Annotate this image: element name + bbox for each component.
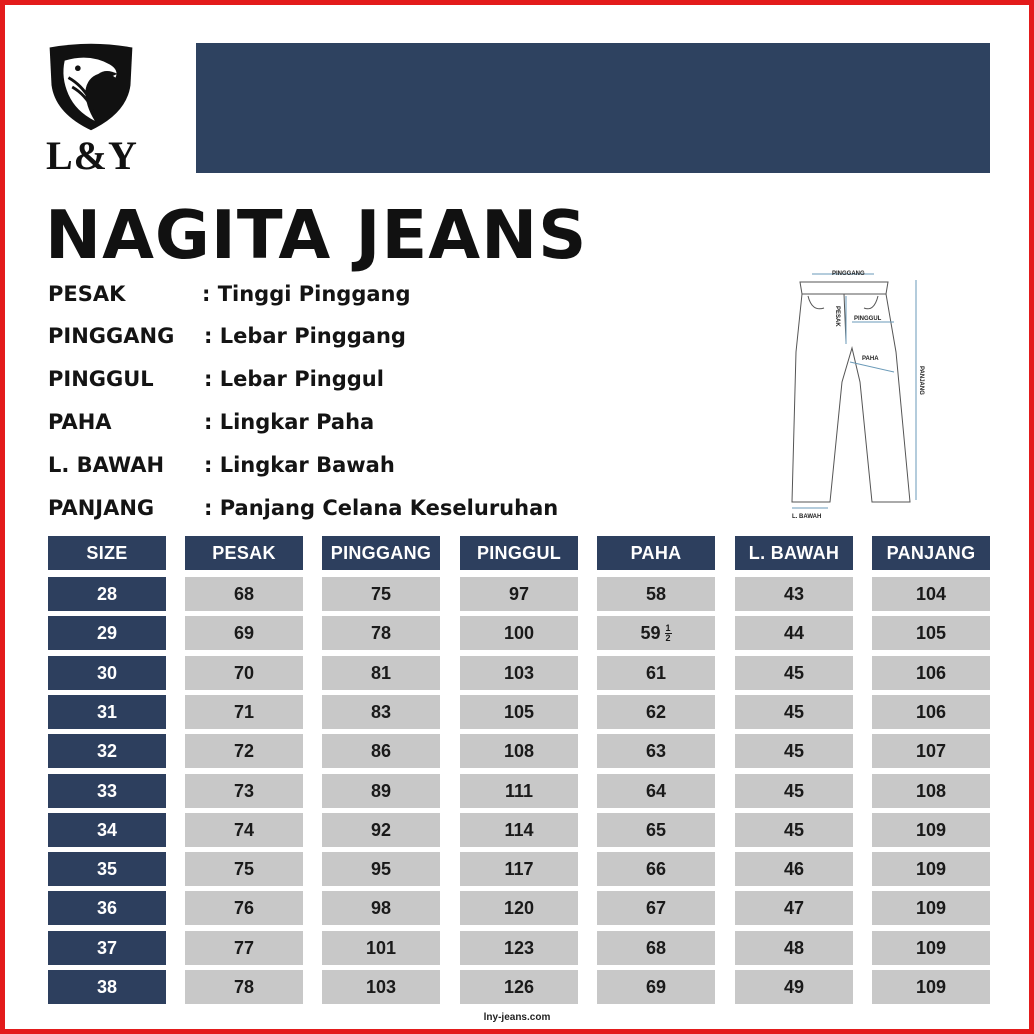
size-cell <box>48 616 166 650</box>
cell-value: 35 <box>96 858 118 879</box>
l-bawah-cell <box>735 813 853 847</box>
cell-value: 45 <box>783 662 805 683</box>
panjang-cell <box>872 656 990 690</box>
l-bawah-cell <box>735 616 853 650</box>
cell-value: 37 <box>96 937 118 958</box>
paha-cell <box>597 852 715 886</box>
legend-value: : Lebar Pinggang <box>204 324 406 348</box>
cell-value: 58 <box>645 583 667 604</box>
jeans-measurement-diagram <box>770 262 940 524</box>
size-cell <box>48 852 166 886</box>
cell-value: 62 <box>645 701 667 722</box>
paha-cell <box>597 734 715 768</box>
pinggul-cell <box>460 577 578 611</box>
panjang-cell <box>872 774 990 808</box>
l-bawah-cell <box>735 891 853 925</box>
pesak-cell <box>185 577 303 611</box>
cell-value: 109 <box>915 937 947 958</box>
cell-value: 44 <box>783 622 805 643</box>
pesak-cell <box>185 970 303 1004</box>
pinggang-cell <box>322 852 440 886</box>
diagram-label-panjang: PANJANG <box>918 366 924 395</box>
header-pesak: PESAK <box>185 536 303 570</box>
panjang-cell <box>872 734 990 768</box>
diagram-label-paha: PAHA <box>862 356 879 362</box>
pinggul-cell <box>460 813 578 847</box>
cell-value: 109 <box>915 858 947 879</box>
paha-cell <box>597 813 715 847</box>
cell-value: 105 <box>915 622 947 643</box>
pesak-cell <box>185 891 303 925</box>
cell-value: 106 <box>915 662 947 683</box>
l-bawah-cell <box>735 695 853 729</box>
legend-value: : Lingkar Paha <box>204 410 375 434</box>
cell-value: 31 <box>96 701 118 722</box>
cell-value: 95 <box>370 858 392 879</box>
cell-value: 47 <box>783 897 805 918</box>
pesak-cell <box>185 852 303 886</box>
pesak-cell <box>185 656 303 690</box>
legend-value: : Panjang Celana Keseluruhan <box>204 496 559 520</box>
legend-value: : Tinggi Pinggang <box>202 282 411 306</box>
cell-value: 61 <box>645 662 667 683</box>
diagram-label-pinggul: PINGGUL <box>854 316 882 322</box>
cell-value: 45 <box>783 701 805 722</box>
cell-value: 109 <box>915 976 947 997</box>
cell-value: 97 <box>508 583 530 604</box>
header-size: SIZE <box>48 536 166 570</box>
cell-value: 45 <box>783 740 805 761</box>
paha-cell <box>597 695 715 729</box>
header-pinggul: PINGGUL <box>460 536 578 570</box>
cell-value: 111 <box>504 780 534 801</box>
pesak-cell <box>185 931 303 965</box>
size-cell <box>48 774 166 808</box>
header-paha: PAHA <box>597 536 715 570</box>
cell-value: 105 <box>503 701 535 722</box>
cell-value: 67 <box>645 897 667 918</box>
cell-value: 59 <box>640 622 661 643</box>
cell-value: 114 <box>504 819 534 840</box>
size-cell <box>48 695 166 729</box>
size-cell <box>48 656 166 690</box>
half-fraction <box>665 624 672 643</box>
cell-value: 89 <box>370 780 392 801</box>
paha-cell <box>597 931 715 965</box>
cell-value: 101 <box>365 937 397 958</box>
diagram-label-pesak: PESAK <box>834 306 840 327</box>
size-cell <box>48 577 166 611</box>
pinggang-cell <box>322 577 440 611</box>
pinggul-cell <box>460 852 578 886</box>
legend-value: : Lebar Pinggul <box>204 367 384 391</box>
paha-cell <box>597 970 715 1004</box>
pinggang-cell <box>322 813 440 847</box>
cell-value: 86 <box>370 740 392 761</box>
brand-logo <box>44 40 144 180</box>
size-cell <box>48 813 166 847</box>
panjang-cell <box>872 695 990 729</box>
cell-value: 36 <box>96 897 118 918</box>
header-banner <box>196 43 990 173</box>
brand-name: L&Y <box>46 133 138 178</box>
pinggul-cell <box>460 774 578 808</box>
cell-value: 71 <box>233 701 255 722</box>
cell-value: 69 <box>233 622 255 643</box>
cell-value: 92 <box>370 819 392 840</box>
cell-value: 109 <box>915 819 947 840</box>
cell-value: 98 <box>370 897 392 918</box>
size-cell <box>48 931 166 965</box>
cell-value: 104 <box>915 583 947 604</box>
pinggang-cell <box>322 891 440 925</box>
cell-value: 75 <box>370 583 392 604</box>
header-panjang: PANJANG <box>872 536 990 570</box>
paha-cell <box>597 891 715 925</box>
cell-value: 103 <box>365 976 397 997</box>
pesak-cell <box>185 813 303 847</box>
footer-website: lny-jeans.com <box>483 1012 551 1023</box>
pinggang-cell <box>322 774 440 808</box>
cell-value: 123 <box>503 937 535 958</box>
pinggul-cell <box>460 891 578 925</box>
l-bawah-cell <box>735 852 853 886</box>
cell-value: 49 <box>783 976 805 997</box>
pinggul-cell <box>460 931 578 965</box>
pinggul-cell <box>460 616 578 650</box>
cell-value: 32 <box>96 740 118 761</box>
legend-key: PESAK <box>48 282 126 306</box>
cell-value: 48 <box>783 937 805 958</box>
l-bawah-cell <box>735 734 853 768</box>
size-cell <box>48 970 166 1004</box>
eagle-shield-icon <box>44 40 138 134</box>
paha-cell <box>597 577 715 611</box>
cell-value: 106 <box>915 701 947 722</box>
cell-value: 100 <box>503 622 535 643</box>
cell-value: 34 <box>96 819 118 840</box>
cell-value: 38 <box>96 976 118 997</box>
fraction-numerator: 1 <box>665 622 671 633</box>
page-title: NAGITA JEANS <box>45 196 588 274</box>
diagram-label-bawah: L. BAWAH <box>792 514 822 520</box>
panjang-cell <box>872 852 990 886</box>
cell-value: 120 <box>503 897 535 918</box>
diagram-label-pinggang: PINGGANG <box>832 271 865 277</box>
cell-value: 43 <box>783 583 805 604</box>
cell-value: 108 <box>503 740 535 761</box>
panjang-cell <box>872 577 990 611</box>
legend-key: PAHA <box>48 410 112 434</box>
cell-value: 75 <box>233 858 255 879</box>
header-pinggang: PINGGANG <box>322 536 440 570</box>
cell-value: 46 <box>783 858 805 879</box>
jeans-measurement-icon <box>770 262 940 524</box>
panjang-cell <box>872 616 990 650</box>
cell-value: 103 <box>503 662 535 683</box>
pinggang-cell <box>322 734 440 768</box>
pinggang-cell <box>322 656 440 690</box>
pinggang-cell <box>322 970 440 1004</box>
cell-value: 30 <box>96 662 118 683</box>
paha-cell <box>597 656 715 690</box>
cell-value: 72 <box>233 740 255 761</box>
legend-key: PINGGUL <box>48 367 154 391</box>
cell-value: 70 <box>233 662 255 683</box>
legend-key: L. BAWAH <box>48 453 165 477</box>
header-l-bawah: L. BAWAH <box>735 536 853 570</box>
cell-value: 83 <box>370 701 392 722</box>
size-cell <box>48 891 166 925</box>
cell-value: 63 <box>645 740 667 761</box>
cell-value: 69 <box>645 976 667 997</box>
cell-value: 65 <box>645 819 667 840</box>
paha-cell <box>597 616 715 650</box>
cell-value: 28 <box>96 583 118 604</box>
pesak-cell <box>185 616 303 650</box>
cell-value: 107 <box>915 740 947 761</box>
cell-value: 68 <box>645 937 667 958</box>
panjang-cell <box>872 891 990 925</box>
panjang-cell <box>872 970 990 1004</box>
l-bawah-cell <box>735 577 853 611</box>
pinggul-cell <box>460 970 578 1004</box>
pinggul-cell <box>460 734 578 768</box>
l-bawah-cell <box>735 970 853 1004</box>
pesak-cell <box>185 774 303 808</box>
cell-value: 68 <box>233 583 255 604</box>
panjang-cell <box>872 813 990 847</box>
cell-value: 108 <box>915 780 947 801</box>
cell-value: 29 <box>96 622 118 643</box>
size-cell <box>48 734 166 768</box>
l-bawah-cell <box>735 931 853 965</box>
pesak-cell <box>185 695 303 729</box>
cell-value: 33 <box>96 780 118 801</box>
cell-value: 81 <box>370 662 392 683</box>
cell-value: 66 <box>645 858 667 879</box>
cell-value: 73 <box>233 780 255 801</box>
fraction-denominator: 2 <box>665 632 671 643</box>
paha-cell <box>597 774 715 808</box>
cell-value: 126 <box>503 976 535 997</box>
panjang-cell <box>872 931 990 965</box>
l-bawah-cell <box>735 774 853 808</box>
legend-key: PINGGANG <box>48 324 175 348</box>
pesak-cell <box>185 734 303 768</box>
legend-key: PANJANG <box>48 496 155 520</box>
cell-value: 109 <box>915 897 947 918</box>
pinggang-cell <box>322 695 440 729</box>
cell-value: 78 <box>370 622 392 643</box>
cell-value: 74 <box>233 819 255 840</box>
pinggul-cell <box>460 695 578 729</box>
cell-value: 117 <box>504 858 534 879</box>
cell-value: 64 <box>645 780 667 801</box>
l-bawah-cell <box>735 656 853 690</box>
cell-value: 45 <box>783 819 805 840</box>
pinggang-cell <box>322 931 440 965</box>
cell-value: 78 <box>233 976 255 997</box>
legend-value: : Lingkar Bawah <box>204 453 395 477</box>
cell-value: 76 <box>233 897 255 918</box>
cell-value: 77 <box>233 937 255 958</box>
cell-value: 45 <box>783 780 805 801</box>
pinggul-cell <box>460 656 578 690</box>
pinggang-cell <box>322 616 440 650</box>
